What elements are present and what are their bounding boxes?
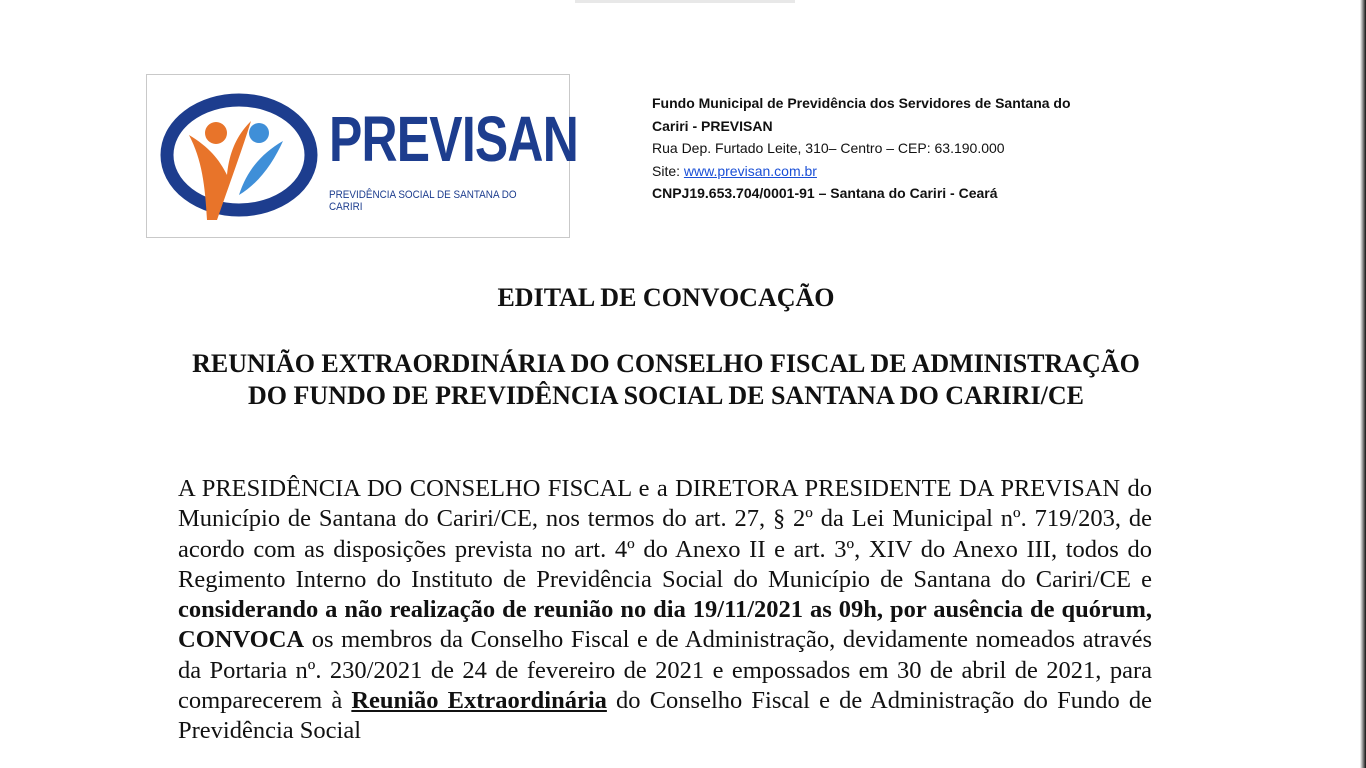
- org-name-line2: Cariri - PREVISAN: [652, 117, 773, 134]
- body-part3: do Conselho Fiscal e de Administração do Fundo de Previdência Social: [178, 687, 1152, 745]
- logo-box: [146, 74, 578, 238]
- site-label: Site:: [652, 162, 684, 179]
- org-site: [652, 160, 1152, 183]
- org-address: Rua Dep. Furtado Leite, 310– Centro – CEP: 63.190.000: [652, 140, 1005, 156]
- body-part2: os membros da Conselho Fiscal e de Administração, devidamente nomeados através da Portaria nº. 230/2021 de 24 de fevereiro de 2021 e empossados em 30 de abril de 2021, para comparecerem à: [178, 626, 1152, 715]
- scan-right-edge: [1360, 0, 1366, 768]
- brand-name: PREVISAN: [329, 103, 578, 175]
- org-info: [652, 92, 1152, 205]
- people-emblem-icon: [147, 75, 327, 239]
- brand-subtitle: PREVIDÊNCIA SOCIAL DE SANTANA DO CARIRI: [329, 189, 517, 213]
- document-body: [178, 474, 1152, 747]
- site-link[interactable]: www.previsan.com.br: [683, 162, 817, 179]
- body-underlined: Reunião Extraordinária: [351, 687, 607, 715]
- document-title: EDITAL DE CONVOCAÇÃO: [497, 283, 835, 312]
- body-part1: A PRESIDÊNCIA DO CONSELHO FISCAL e a DIRETORA PRESIDENTE DA PREVISAN do Município de Santana do Cariri/CE, nos termos do art. 27, § 2º da Lei Municipal nº. 719/203, de acordo com as disposições prevista no art. 4º do Anexo II e art. 3º, XIV do Anexo III, todos do Regimento Interno do Instituto de Previdência Social do Município de Santana do Cariri/CE e: [178, 475, 1152, 593]
- org-cnpj: CNPJ19.653.704/0001-91 – Santana do Cariri - Ceará: [652, 185, 998, 201]
- org-name-line1: Fundo Municipal de Previdência dos Servidores de Santana do: [652, 95, 1071, 111]
- body-bold1: considerando a não realização de reunião no dia 19/11/2021 as 09h, por ausência de quórum, CONVOCA: [178, 596, 1152, 654]
- scan-top-edge: [575, 0, 795, 3]
- document-subtitle: REUNIÃO EXTRAORDINÁRIA DO CONSELHO FISCAL DE ADMINISTRAÇÃO DO FUNDO DE PREVIDÊNCIA SOCIAL DE SANTANA DO CARIRI/CE: [192, 349, 1140, 410]
